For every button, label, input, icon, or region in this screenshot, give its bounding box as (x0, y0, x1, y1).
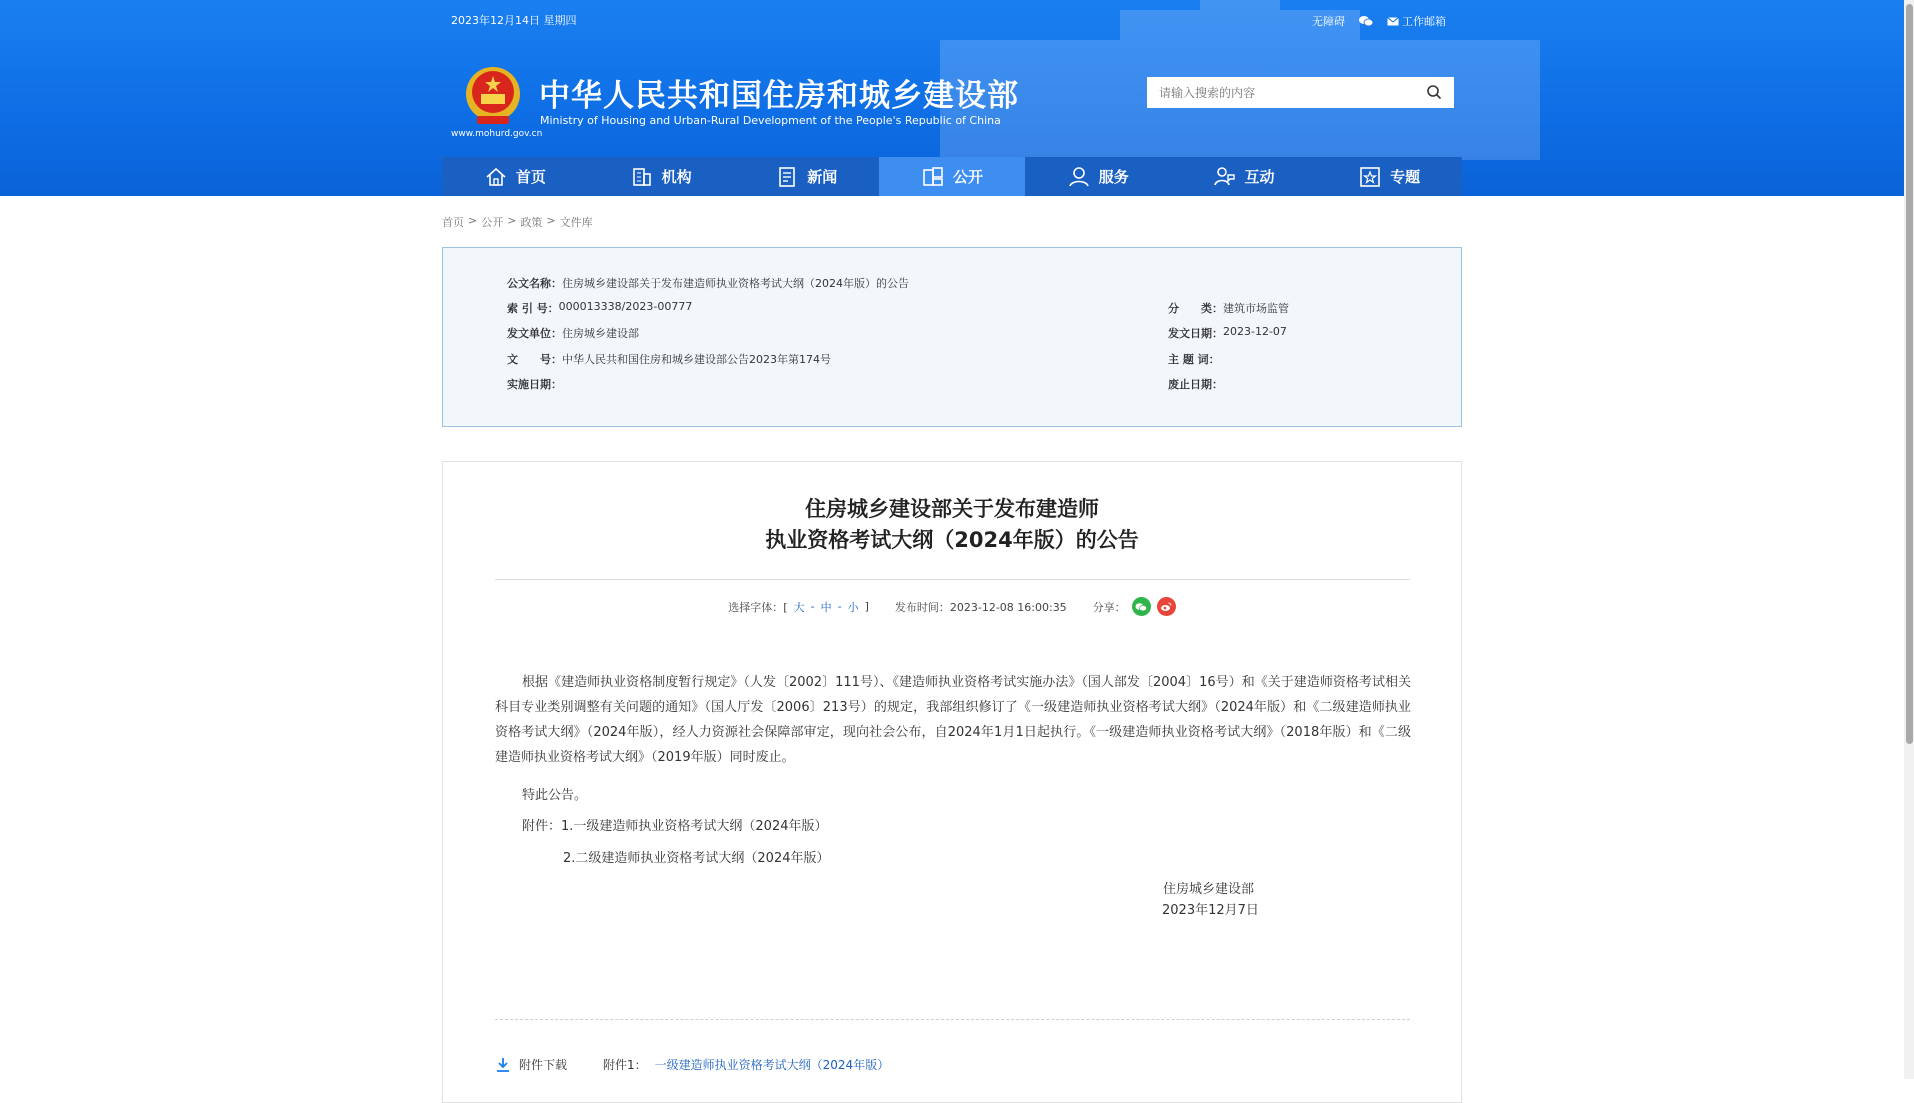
nav-item-topics[interactable] (1316, 157, 1462, 196)
info-label: 实施日期： (507, 378, 562, 391)
info-category (1168, 300, 1289, 316)
attachment-divider (495, 1019, 1410, 1020)
download-link-1[interactable]: 一级建造师执业资格考试大纲（2024年版） (654, 1058, 890, 1072)
notice-line: 特此公告。 (522, 788, 588, 803)
font-select-close: ] (864, 600, 869, 613)
nav-item-label: 机构 (661, 168, 692, 186)
sign-date: 2023年12月7日 (1162, 903, 1259, 918)
article-body (495, 670, 1411, 770)
info-doc-name (507, 275, 909, 291)
breadcrumb-open[interactable]: 公开 (481, 216, 504, 229)
main-nav (442, 157, 1462, 196)
article-title-line2: 执业资格考试大纲（2024年版）的公告 (765, 528, 1139, 552)
info-label: 文 号： (507, 353, 562, 366)
wechat-icon[interactable] (1359, 15, 1373, 27)
attachment-line-1: 附件：1.一级建造师执业资格考试大纲（2024年版） (522, 819, 828, 834)
site-english-title: Ministry of Housing and Urban-Rural Development of the People's Republic of China (540, 114, 1001, 127)
top-links (1312, 13, 1446, 29)
nav-item-label: 新闻 (807, 168, 838, 186)
download-icon (495, 1057, 511, 1073)
signer: 住房城乡建设部 (1163, 882, 1255, 897)
news-icon (775, 165, 799, 189)
attachment-line-2: 2.二级建造师执业资格考试大纲（2024年版） (563, 851, 830, 866)
home-icon (484, 165, 508, 189)
title-divider (495, 579, 1410, 580)
info-value: 2023-12-07 (1223, 325, 1287, 338)
nav-item-label: 专题 (1390, 168, 1421, 186)
info-label: 发文单位： (507, 327, 562, 340)
share-wechat-icon[interactable] (1132, 597, 1151, 616)
nav-item-service[interactable] (1025, 157, 1171, 196)
nav-item-open[interactable] (879, 157, 1025, 196)
breadcrumb-library[interactable]: 文件库 (559, 216, 593, 229)
info-value: 住房城乡建设部关于发布建造师执业资格考试大纲（2024年版）的公告 (562, 277, 909, 290)
share-label: 分享： (1092, 600, 1126, 614)
search-input[interactable] (1147, 77, 1421, 108)
work-email-link[interactable] (1387, 13, 1446, 29)
font-separator: - (837, 600, 842, 613)
article-meta (443, 597, 1461, 616)
interact-icon (1212, 165, 1236, 189)
article-title-line1: 住房城乡建设部关于发布建造师 (805, 497, 1099, 521)
nav-item-home[interactable] (442, 157, 588, 196)
site-header (0, 0, 1904, 196)
attachment-download (495, 1056, 889, 1073)
nav-item-label: 服务 (1098, 168, 1129, 186)
article-panel (442, 461, 1462, 1103)
building-icon (630, 165, 654, 189)
info-value: 000013338/2023-00777 (558, 300, 693, 313)
info-issue-date (1168, 325, 1287, 341)
nav-item-interaction[interactable] (1171, 157, 1317, 196)
breadcrumb-separator: > (507, 214, 517, 227)
service-icon (1067, 165, 1091, 189)
font-large-button[interactable]: 大 (793, 600, 805, 614)
info-label: 废止日期： (1168, 378, 1223, 391)
font-medium-button[interactable]: 中 (820, 600, 832, 614)
nav-item-news[interactable] (733, 157, 879, 196)
nav-item-label: 首页 (515, 168, 546, 186)
breadcrumb-separator: > (468, 214, 478, 227)
info-label: 分 类： (1168, 302, 1223, 315)
mail-icon (1387, 17, 1399, 26)
breadcrumb-separator: > (546, 214, 556, 227)
info-index-no (507, 300, 692, 316)
current-date: 2023年12月14日 星期四 (451, 14, 577, 27)
font-select-label: 选择字体：[ (728, 600, 788, 614)
document-info-box (442, 247, 1462, 427)
info-value: 中华人民共和国住房和城乡建设部公告2023年第174号 (562, 353, 831, 366)
info-issuer (507, 325, 639, 341)
info-subject (1168, 351, 1220, 367)
info-value: 建筑市场监管 (1223, 302, 1289, 315)
national-emblem-logo[interactable] (461, 64, 525, 128)
info-expire-date (1168, 376, 1223, 392)
share-weibo-icon[interactable] (1157, 597, 1176, 616)
publish-time: 发布时间：2023-12-08 16:00:35 (894, 600, 1067, 614)
accessibility-link[interactable]: 无障碍 (1312, 15, 1345, 28)
open-icon (921, 165, 945, 189)
info-doc-number (507, 351, 831, 367)
download-label: 附件下载 (519, 1058, 568, 1072)
search-icon[interactable] (1426, 84, 1442, 100)
info-label: 公文名称： (507, 277, 562, 290)
font-separator: - (810, 600, 815, 613)
breadcrumb-policy[interactable]: 政策 (520, 216, 543, 229)
nav-item-organization[interactable] (588, 157, 734, 196)
work-email-label: 工作邮箱 (1402, 15, 1446, 28)
nav-item-label: 公开 (953, 168, 984, 186)
info-value: 住房城乡建设部 (562, 327, 639, 340)
download-prefix: 附件1： (603, 1058, 647, 1072)
breadcrumb (442, 214, 593, 230)
info-effective-date (507, 376, 562, 392)
scrollbar-thumb[interactable] (1906, 4, 1913, 744)
topic-icon (1358, 165, 1382, 189)
article-paragraph: 根据《建造师执业资格制度暂行规定》（人发〔2002〕111号）、《建造师执业资格考试实施办法》（国人部发〔2004〕16号）和《关于建造师资格考试相关科目专业类别调整有关问题的通知》（国人厅发〔2006〕213号）的规定，我部组织修订了《一级建造师执业资格考试大纲》（2024年版）和《二级建造师执业资格考试大纲》（2024年版），经人力资源社会保障部审定，现向社会公布，自2024年1月1日起执行。《一级建造师执业资格考试大纲》（2018年版）和《二级建造师执业资格考试大纲》（2019年版）同时废止。 (495, 675, 1411, 765)
site-title[interactable]: 中华人民共和国住房和城乡建设部 (539, 78, 1019, 114)
info-label: 发文日期： (1168, 327, 1223, 340)
font-small-button[interactable]: 小 (847, 600, 859, 614)
nav-item-label: 互动 (1244, 168, 1275, 186)
info-label: 主 题 词： (1168, 353, 1220, 366)
info-label: 索 引 号： (507, 302, 559, 315)
site-url: www.mohurd.gov.cn (451, 129, 543, 139)
breadcrumb-home[interactable]: 首页 (442, 216, 464, 229)
search-box (1147, 77, 1454, 108)
